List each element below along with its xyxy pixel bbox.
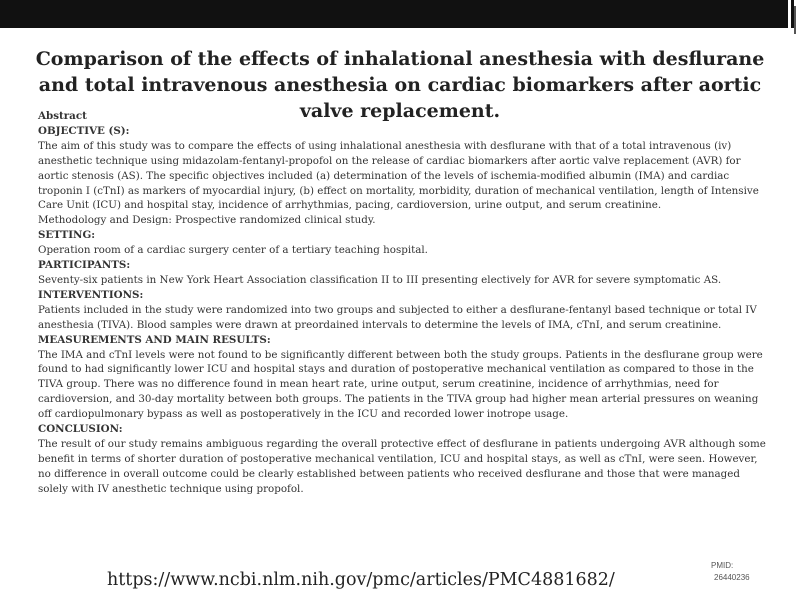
pmid-label: PMID: xyxy=(711,561,734,570)
section-paragraph-objective-1: The aim of this study was to compare the effects of using inhalational anesthesia with desflurane with that of a total intravenous (iv) anesthetic technique using midazolam-fentanyl-propofol on the release of cardiac biomarkers after aortic valve replacement (AVR) for aortic stenosis (AS). The specific objectives included (a) determination of the levels of ischemia-modified albumin (IMA) and cardiac troponin I (cTnI) as markers of myocardial injury, (b) effect on mortality, morbidity, duration of mechanical ventilation, length of Intensive Care Unit (ICU) and hospital stay, incidence of arrhythmias, pacing, cardioversion, urine output, and serum creatinine. xyxy=(38,139,759,212)
top-bar xyxy=(0,0,783,28)
section-paragraph-conclusion: The result of our study remains ambiguous regarding the overall protective effect of desflurane in patients undergoing AVR although some benefit in terms of shorter duration of postoperative mechanical ventilation, ICU and hospital stays, as well as cTnI, were seen. However, no difference in overall outcome could be clearly established between patients who received desflurane and those that were managed solely with IV anesthetic technique using propofol. xyxy=(38,437,766,495)
source-url-link[interactable]: https://www.ncbi.nlm.nih.gov/pmc/articles/PMC4881682/ xyxy=(107,570,615,590)
section-paragraph-objective-2: Methodology and Design: Prospective randomized clinical study. xyxy=(38,214,376,227)
pmid-note xyxy=(711,560,750,584)
pmid-value: 26440236 xyxy=(714,573,750,582)
section-paragraph-setting: Operation room of a cardiac surgery center of a tertiary teaching hospital. xyxy=(38,244,428,257)
section-heading-conclusion: CONCLUSION: xyxy=(38,423,123,436)
section-heading-results: MEASUREMENTS AND MAIN RESULTS: xyxy=(38,333,271,346)
abstract-body xyxy=(38,109,766,497)
section-heading-setting: SETTING: xyxy=(38,229,96,242)
section-paragraph-participants: Seventy-six patients in New York Heart Association classification II to III presenting electively for AVR for severe symptomatic AS. xyxy=(38,273,722,286)
section-heading-interventions: INTERVENTIONS: xyxy=(38,288,144,301)
slide-title: Comparison of the effects of inhalational anesthesia with desflurane and total intravenous anesthesia on cardiac biomarkers after aortic valve replacement. xyxy=(35,48,765,122)
abstract-label: Abstract xyxy=(38,110,87,122)
right-edge-line xyxy=(794,6,796,34)
top-bar-accent-1 xyxy=(783,0,788,28)
section-heading-objective: OBJECTIVE (S): xyxy=(38,124,130,137)
section-paragraph-interventions: Patients included in the study were randomized into two groups and subjected to either a desflurane-fentanyl based technique or total IV anesthesia (TIVA). Blood samples were drawn at preordained intervals to determine the levels of IMA, cTnI, and serum creatinine. xyxy=(38,303,757,331)
section-paragraph-results: The IMA and cTnI levels were not found to be significantly different between both the study groups. Patients in the desflurane group were found to had significantly lower ICU and hospital stays and duration of postoperative mechanical ventilation as compared to those in the TIVA group. There was no difference found in mean heart rate, urine output, serum creatinine, incidence of arrhythmias, need for cardioversion, and 30-day mortality between both groups. The patients in the TIVA group had higher mean arterial pressures on weaning off cardiopulmonary bypass as well as postoperatively in the ICU and recorded lower inotrope usage. xyxy=(38,348,763,421)
section-heading-participants: PARTICIPANTS: xyxy=(38,259,131,272)
